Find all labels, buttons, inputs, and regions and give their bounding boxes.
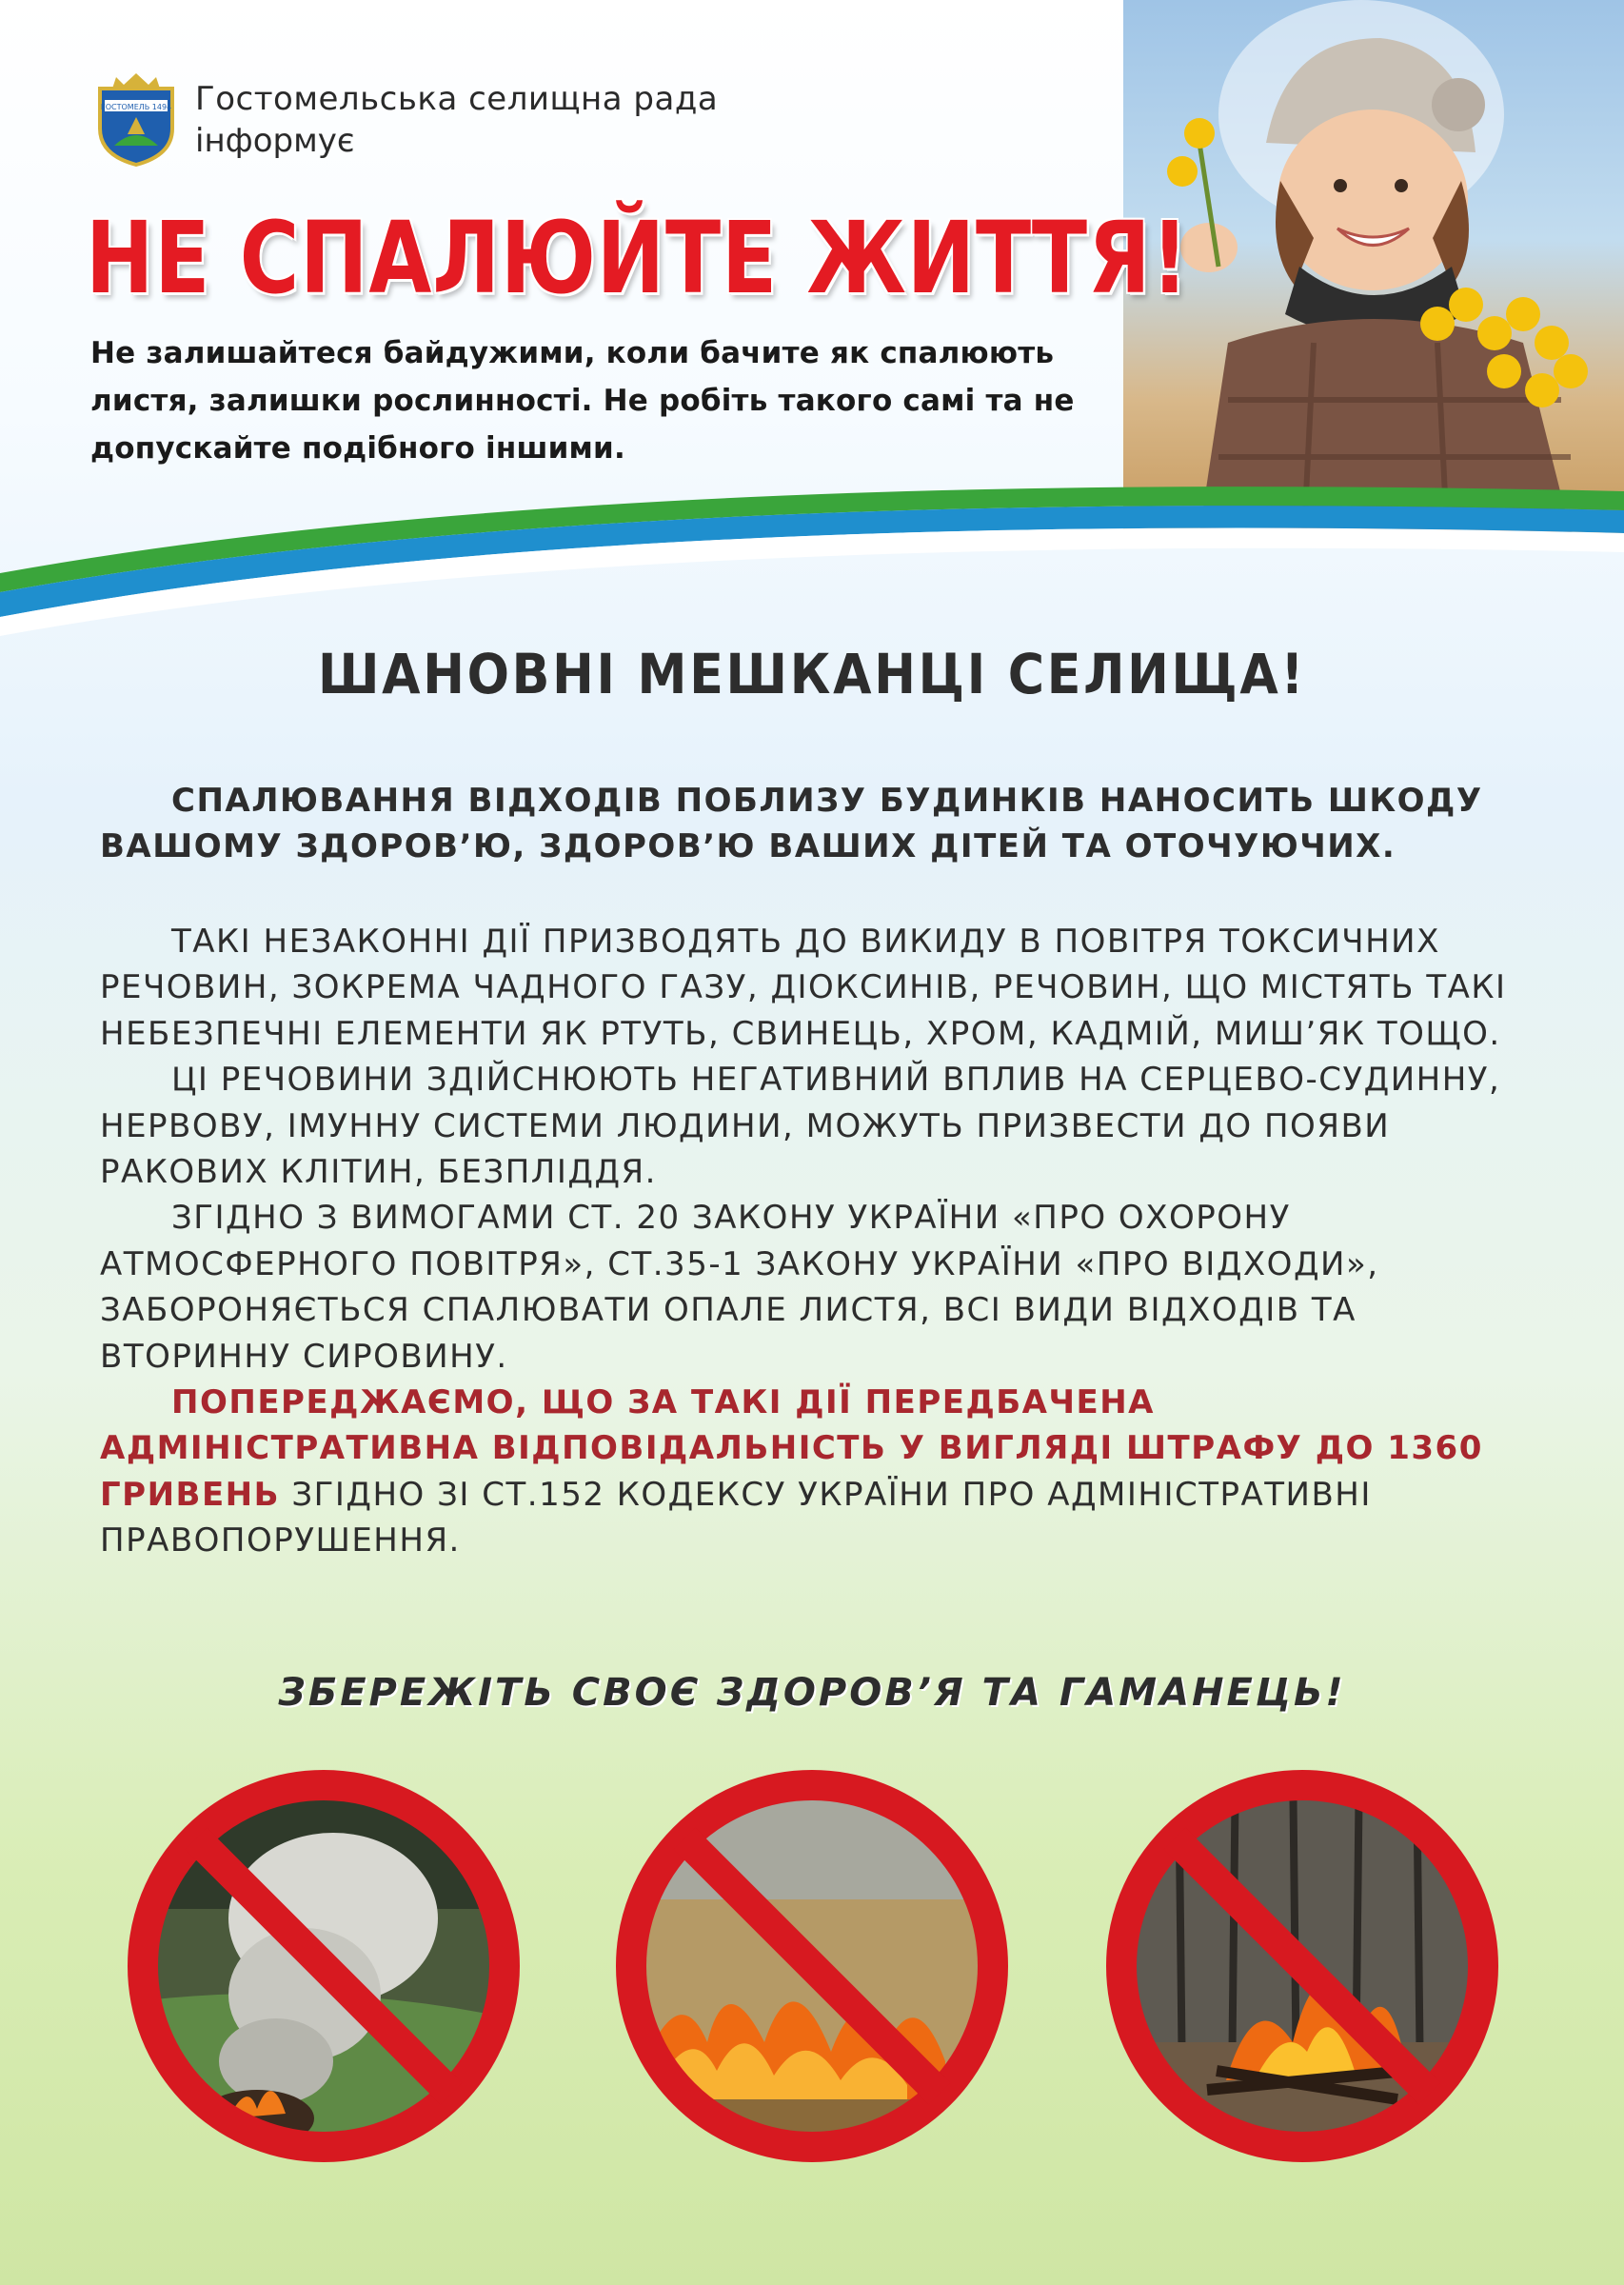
- lead-text: Не залишайтеся байдужими, коли бачите як спалюють листя, залишки рослинності. Не робіть такого самі та не допускайте подібного іншими.: [90, 336, 1075, 466]
- org-name: Гостомельська селищна рада: [195, 80, 719, 118]
- wave-band: [0, 447, 1624, 657]
- village-crest-icon: [95, 71, 177, 167]
- campfire-icon: [1093, 1757, 1512, 2176]
- warning-highlight: ПОПЕРЕДЖАЄМО, ЩО ЗА ТАКІ ДІЇ ПЕРЕДБАЧЕНА АДМІНІСТРАТИВНА ВІДПОВІДАЛЬНІСТЬ У ВИГЛЯДІ ШТРАФУ ДО 1360 ГРИВЕНЬ: [100, 1383, 1483, 1514]
- body-text: [100, 919, 1528, 1564]
- paragraph-health: ЦІ РЕЧОВИНИ ЗДІЙСНЮЮТЬ НЕГАТИВНИЙ ВПЛИВ НА СЕРЦЕВО-СУДИННУ, НЕРВОВУ, ІМУННУ СИСТЕМИ ЛЮДИНИ, МОЖУТЬ ПРИЗВЕСТИ ДО ПОЯВИ РАКОВИХ КЛІТИН, БЕЗПЛІДДЯ.: [100, 1061, 1501, 1192]
- main-title: НЕ СПАЛЮЙТЕ ЖИТТЯ!: [86, 200, 1190, 316]
- intro-paragraph: [100, 778, 1528, 869]
- warning-rest: ЗГІДНО ЗІ СТ.152 КОДЕКСУ УКРАЇНИ ПРО АДМІНІСТРАТИВНІ ПРАВОПОРУШЕННЯ.: [100, 1475, 1372, 1560]
- crest-label: ГОСТОМЕЛЬ 1494: [100, 103, 172, 111]
- org-subtitle: інформує: [195, 122, 355, 160]
- intro-text: СПАЛЮВАННЯ ВІДХОДІВ ПОБЛИЗУ БУДИНКІВ НАНОСИТЬ ШКОДУ ВАШОМУ ЗДОРОВ’Ю, ЗДОРОВ’Ю ВАШИХ ДІТЕЙ ТА ОТОЧУЮЧИХ.: [100, 782, 1483, 865]
- section-heading: ШАНОВНІ МЕШКАНЦІ СЕЛИЩА!: [317, 642, 1307, 706]
- smoke-fire-icon: [114, 1757, 533, 2176]
- paragraph-warning: [100, 1380, 1528, 1564]
- paragraph-law: ЗГІДНО З ВИМОГАМИ СТ. 20 ЗАКОНУ УКРАЇНИ «ПРО ОХОРОНУ АТМОСФЕРНОГО ПОВІТРЯ», СТ.35-1 ЗАКОНУ УКРАЇНИ «ПРО ВІДХОДИ», ЗАБОРОНЯЄТЬСЯ СПАЛЮВАТИ ОПАЛЕ ЛИСТЯ, ВСІ ВИДИ ВІДХОДІВ ТА ВТОРИННУ СИРОВИНУ.: [100, 1199, 1379, 1376]
- grass-fire-icon: [603, 1757, 1021, 2176]
- paragraph-toxic: ТАКІ НЕЗАКОННІ ДІЇ ПРИЗВОДЯТЬ ДО ВИКИДУ В ПОВІТРЯ ТОКСИЧНИХ РЕЧОВИН, ЗОКРЕМА ЧАДНОГО ГАЗУ, ДІОКСИНІВ, РЕЧОВИН, ЩО МІСТЯТЬ ТАКІ НЕБЕЗПЕЧНІ ЕЛЕМЕНТИ ЯК РТУТЬ, СВИНЕЦЬ, ХРОМ, КАДМІЙ, МИШ’ЯК ТОЩО.: [100, 923, 1507, 1053]
- slogan: ЗБЕРЕЖІТЬ СВОЄ ЗДОРОВ’Я ТА ГАМАНЕЦЬ!: [278, 1671, 1346, 1715]
